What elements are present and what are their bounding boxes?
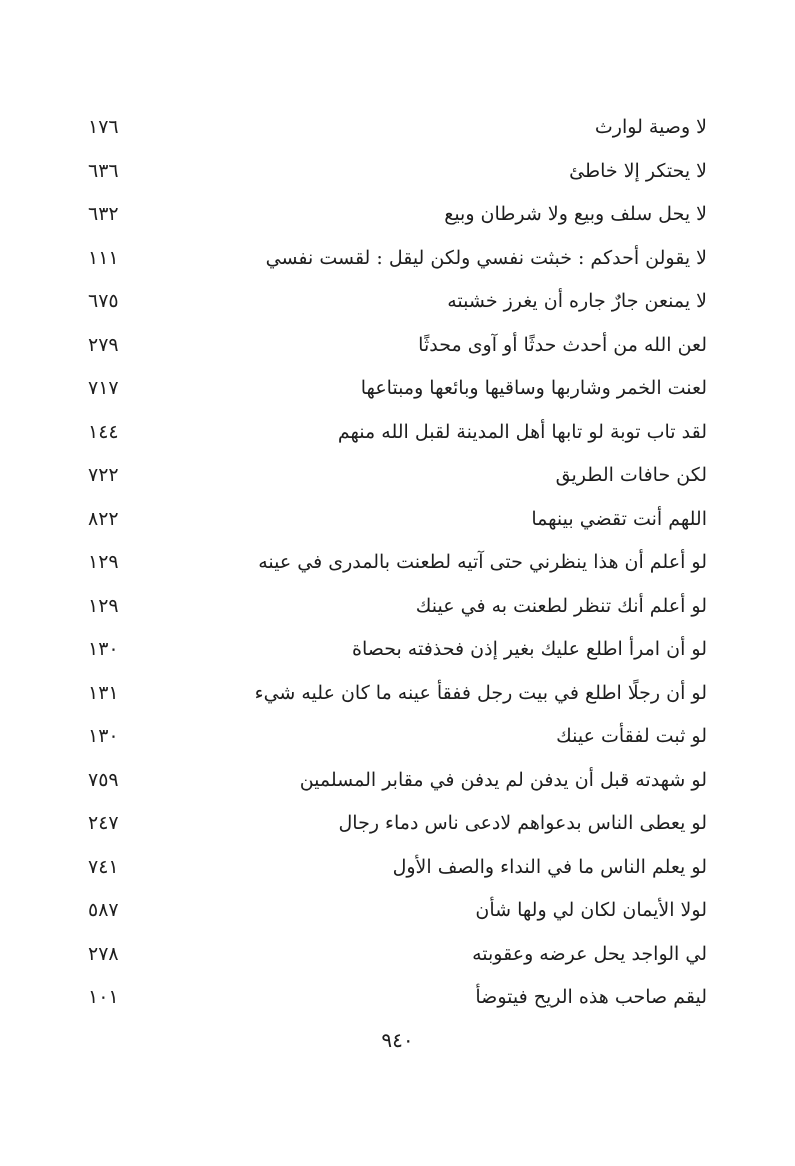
page-reference: ١٤٤ xyxy=(88,420,119,443)
index-entry xyxy=(88,715,707,759)
hadith-text: لو أن رجلًا اطلع في بيت رجل ففقأ عينه ما كان عليه شيء xyxy=(254,681,707,704)
page-reference: ٢٧٩ xyxy=(88,333,119,356)
index-entry xyxy=(88,672,707,716)
index-entry xyxy=(88,280,707,324)
page-reference: ٨٢٢ xyxy=(88,507,119,530)
page-reference: ٦٧٥ xyxy=(88,290,119,313)
hadith-text: لو أعلم أنك تنظر لطعنت به في عينك xyxy=(415,594,707,617)
index-entry xyxy=(88,411,707,455)
page-reference: ٥٨٧ xyxy=(88,899,119,922)
hadith-text: لا يحتكر إلا خاطئ xyxy=(569,159,707,182)
hadith-text: لو شهدته قبل أن يدفن لم يدفن في مقابر المسلمين xyxy=(299,768,707,791)
index-entry xyxy=(88,324,707,368)
hadith-text: لولا الأيمان لكان لي ولها شأن xyxy=(475,899,707,922)
hadith-text: لا يمنعن جارٌ جاره أن يغرز خشبته xyxy=(447,290,707,313)
page-reference: ١٣١ xyxy=(88,681,119,704)
hadith-text: لو أعلم أن هذا ينظرني حتى آتيه لطعنت بالمدرى في عينه xyxy=(258,551,707,574)
hadith-text: لو يعطى الناس بدعواهم لادعى ناس دماء رجال xyxy=(338,812,707,835)
hadith-text: ليقم صاحب هذه الريح فيتوضأ xyxy=(475,986,707,1009)
page-reference: ١٧٦ xyxy=(88,116,119,139)
page-reference: ١٣٠ xyxy=(88,725,119,748)
hadith-text: لو يعلم الناس ما في النداء والصف الأول xyxy=(392,855,707,878)
hadith-text: لعنت الخمر وشاربها وساقيها وبائعها ومبتاعها xyxy=(360,377,707,400)
index-entry xyxy=(88,802,707,846)
hadith-text: لي الواجد يحل عرضه وعقوبته xyxy=(472,942,707,965)
page-reference: ٢٧٨ xyxy=(88,942,119,965)
index-entry xyxy=(88,585,707,629)
hadith-text: اللهم أنت تقضي بينهما xyxy=(531,507,707,530)
page-reference: ٢٤٧ xyxy=(88,812,119,835)
index-entry xyxy=(88,193,707,237)
index-entry xyxy=(88,976,707,1020)
hadith-text: لا يقولن أحدكم : خبثت نفسي ولكن ليقل : لقست نفسي xyxy=(265,246,707,269)
page-reference: ٧٥٩ xyxy=(88,768,119,791)
index-entry xyxy=(88,367,707,411)
index-entry xyxy=(88,628,707,672)
page-reference: ١١١ xyxy=(88,246,119,269)
page-reference: ٦٣٢ xyxy=(88,203,119,226)
index-entry xyxy=(88,106,707,150)
index-entry xyxy=(88,759,707,803)
page-reference: ٦٣٦ xyxy=(88,159,119,182)
hadith-text: لا وصية لوارث xyxy=(594,116,707,139)
hadith-index-list xyxy=(88,106,707,1020)
hadith-text: لو ثبت لفقأت عينك xyxy=(556,725,707,748)
page-reference: ٧٢٢ xyxy=(88,464,119,487)
hadith-text: لقد تاب توبة لو تابها أهل المدينة لقبل الله منهم xyxy=(337,420,707,443)
index-entry xyxy=(88,150,707,194)
index-entry xyxy=(88,454,707,498)
page-reference: ١٣٠ xyxy=(88,638,119,661)
page-reference: ١٠١ xyxy=(88,986,119,1009)
page-reference: ٧٤١ xyxy=(88,855,119,878)
page-reference: ١٢٩ xyxy=(88,594,119,617)
page-reference: ١٢٩ xyxy=(88,551,119,574)
hadith-text: لعن الله من أحدث حدثًا أو آوى محدثًا xyxy=(418,333,707,356)
index-entry xyxy=(88,498,707,542)
page-reference: ٧١٧ xyxy=(88,377,119,400)
index-entry xyxy=(88,889,707,933)
hadith-text: لو أن امرأ اطلع عليك بغير إذن فحذفته بحصاة xyxy=(351,638,707,661)
index-entry xyxy=(88,237,707,281)
page-number: ٩٤٠ xyxy=(381,1028,414,1052)
index-entry xyxy=(88,933,707,977)
index-entry xyxy=(88,541,707,585)
hadith-text: لا يحل سلف وبيع ولا شرطان وبيع xyxy=(444,203,707,226)
hadith-text: لكن حافات الطريق xyxy=(555,464,707,487)
index-entry xyxy=(88,846,707,890)
